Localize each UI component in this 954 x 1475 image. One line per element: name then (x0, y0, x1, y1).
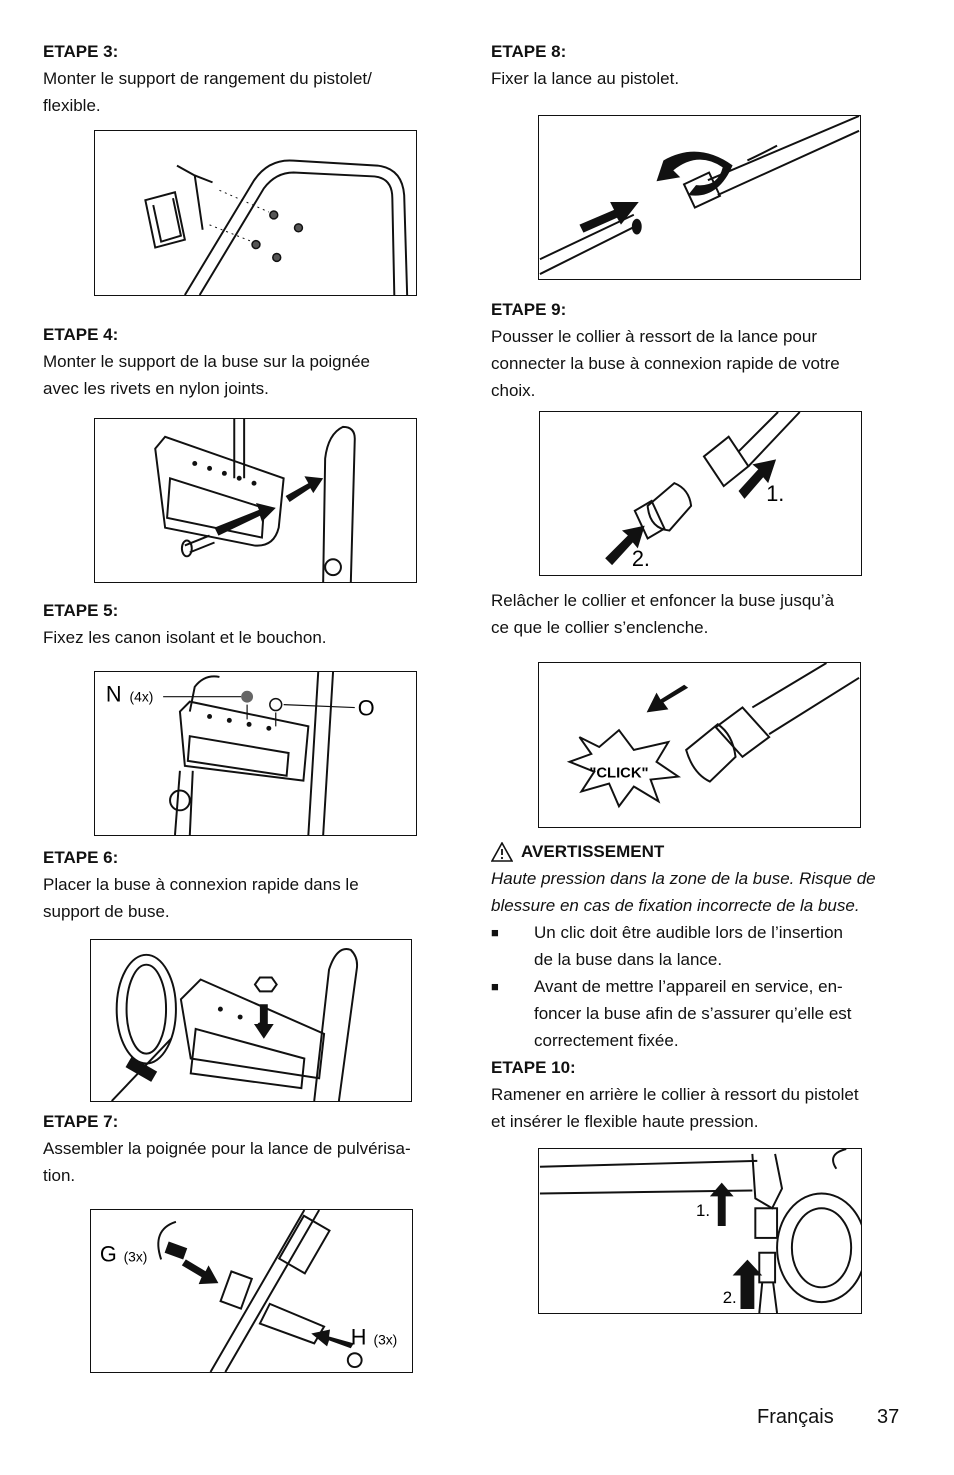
bullet1-line1: ■ Un clic doit être audible lors de l’insertion (534, 923, 843, 942)
label-1: 1. (696, 1201, 711, 1221)
step3-title: ETAPE 3: (43, 42, 119, 61)
step9-line3: choix. (491, 381, 536, 400)
label-n: N (105, 681, 122, 707)
label-h-qty: (3x) (373, 1331, 398, 1348)
page-number: 37 (877, 1406, 900, 1428)
label-2: 2. (722, 1288, 737, 1308)
warning-italic2: blessure en cas de fixation incorrecte de la buse. (491, 896, 860, 915)
step6-title: ETAPE 6: (43, 848, 119, 867)
step5-text (43, 597, 463, 651)
bullet2-line1: ■ Avant de mettre l’appareil en service, en- (534, 977, 843, 996)
warning-title: AVERTISSEMENT (521, 842, 665, 861)
warning-triangle-icon (491, 842, 513, 862)
step3-figure (94, 130, 417, 296)
step5-line1: Fixez les canon isolant et le bouchon. (43, 628, 327, 647)
label-h: H (350, 1324, 367, 1350)
step4-title: ETAPE 4: (43, 325, 119, 344)
step3-line1: Monter le support de rangement du pistolet/ (43, 69, 372, 88)
step10-line2: et insérer le flexible haute pression. (491, 1112, 759, 1131)
bullet1-line2: de la buse dans la lance. (534, 950, 723, 969)
release-text (491, 587, 921, 641)
step4-line2: avec les rivets en nylon joints. (43, 379, 269, 398)
step5-title: ETAPE 5: (43, 601, 119, 620)
step10-title: ETAPE 10: (491, 1058, 576, 1077)
step6-text (43, 844, 463, 925)
step4-text (43, 321, 463, 402)
release-figure (538, 662, 861, 828)
step9-line2: connecter la buse à connexion rapide de votre (491, 354, 840, 373)
step7-line2: tion. (43, 1166, 76, 1185)
warning-block (491, 838, 921, 1135)
step4-line1: Monter le support de la buse sur la poignée (43, 352, 370, 371)
step8-line1: Fixer la lance au pistolet. (491, 69, 680, 88)
bullet2-line2: foncer la buse afin de s’assurer qu’elle est (534, 1004, 852, 1023)
step10-figure (538, 1148, 862, 1314)
step8-title: ETAPE 8: (491, 42, 567, 61)
label-g: G (99, 1241, 117, 1267)
step3-text (43, 38, 463, 119)
click-label: "CLICK" (589, 765, 649, 782)
warning-italic1: Haute pression dans la zone de la buse. Risque de (491, 869, 876, 888)
label-o: O (357, 695, 375, 721)
step9-line1: Pousser le collier à ressort de la lance pour (491, 327, 817, 346)
warning-list (491, 919, 921, 1054)
step10-line1: Ramener en arrière le collier à ressort du pistolet (491, 1085, 859, 1104)
step6-line2: support de buse. (43, 902, 170, 921)
step6-line1: Placer la buse à connexion rapide dans le (43, 875, 359, 894)
step7-line1: Assembler la poignée pour la lance de pulvérisa- (43, 1139, 411, 1158)
step9-figure (539, 411, 862, 576)
step7-text (43, 1108, 473, 1189)
warning-header (491, 838, 921, 865)
label-n-qty: (4x) (129, 688, 154, 705)
step5-figure (94, 671, 417, 836)
step3-line2: flexible. (43, 96, 101, 115)
list-item (491, 919, 921, 973)
step9-title: ETAPE 9: (491, 300, 567, 319)
step7-figure (90, 1209, 413, 1373)
step8-figure (538, 115, 861, 280)
step9-text (491, 296, 921, 404)
step6-figure (90, 939, 412, 1102)
list-item (491, 973, 921, 1054)
bullet2-line3: correctement fixée. (534, 1031, 679, 1050)
step4-figure (94, 418, 417, 583)
step7-title: ETAPE 7: (43, 1112, 119, 1131)
label-g-qty: (3x) (123, 1248, 148, 1265)
step8-text (491, 38, 921, 92)
label-1: 1. (766, 480, 785, 506)
footer-language: Français (757, 1406, 834, 1428)
label-2: 2. (631, 546, 650, 572)
release-line2: ce que le collier s’enclenche. (491, 618, 709, 637)
release-line1: Relâcher le collier et enfoncer la buse jusqu’à (491, 591, 835, 610)
